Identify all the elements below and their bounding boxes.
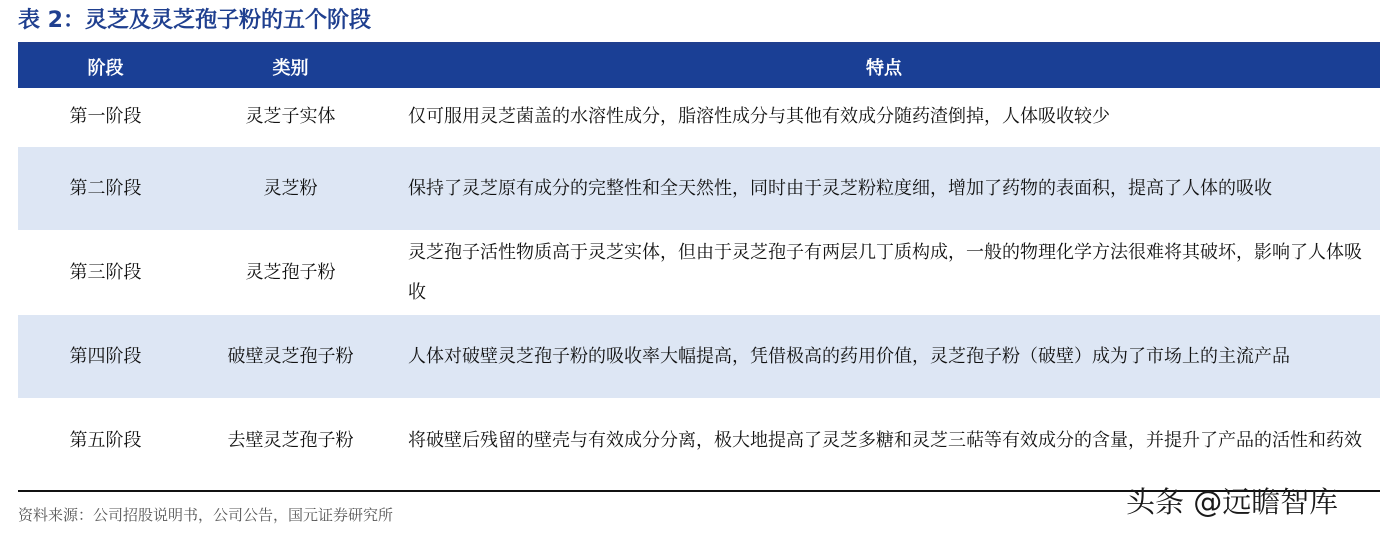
cell-feature: 保持了灵芝原有成分的完整性和全天然性，同时由于灵芝粉粒度细，增加了药物的表面积，提高了人体的吸收 [388, 147, 1380, 231]
cell-feature: 仅可服用灵芝菌盖的水溶性成分，脂溶性成分与其他有效成分随药渣倒掉，人体吸收较少 [388, 88, 1380, 147]
cell-stage: 第四阶段 [18, 315, 193, 399]
source-note: 资料来源：公司招股说明书，公司公告，国元证券研究所 [18, 506, 394, 524]
cell-feature: 灵芝孢子活性物质高于灵芝实体，但由于灵芝孢子有两层几丁质构成，一般的物理化学方法很难将其破坏，影响了人体吸收 [388, 231, 1380, 315]
cell-category: 灵芝粉 [193, 147, 388, 231]
stages-table [18, 45, 1380, 483]
header-category: 类别 [193, 45, 388, 88]
header-stage: 阶段 [18, 45, 193, 88]
cell-category: 灵芝子实体 [193, 88, 388, 147]
table-title: 表 2：灵芝及灵芝孢子粉的五个阶段 [18, 8, 371, 33]
table-row [18, 315, 1380, 399]
table-header-row [18, 45, 1380, 88]
table-row [18, 399, 1380, 483]
cell-category: 灵芝孢子粉 [193, 231, 388, 315]
cell-category: 去壁灵芝孢子粉 [193, 399, 388, 483]
cell-stage: 第二阶段 [18, 147, 193, 231]
cell-stage: 第三阶段 [18, 231, 193, 315]
table-row [18, 231, 1380, 315]
cell-feature: 人体对破壁灵芝孢子粉的吸收率大幅提高，凭借极高的药用价值，灵芝孢子粉（破壁）成为了市场上的主流产品 [388, 315, 1380, 399]
cell-stage: 第一阶段 [18, 88, 193, 147]
table-row [18, 147, 1380, 231]
cell-category: 破壁灵芝孢子粉 [193, 315, 388, 399]
cell-feature: 将破壁后残留的壁壳与有效成分分离，极大地提高了灵芝多糖和灵芝三萜等有效成分的含量，并提升了产品的活性和药效 [388, 399, 1380, 483]
cell-stage: 第五阶段 [18, 399, 193, 483]
watermark: 头条 @远瞻智库 [1126, 485, 1339, 519]
table-row [18, 88, 1380, 147]
header-feature: 特点 [388, 45, 1380, 88]
